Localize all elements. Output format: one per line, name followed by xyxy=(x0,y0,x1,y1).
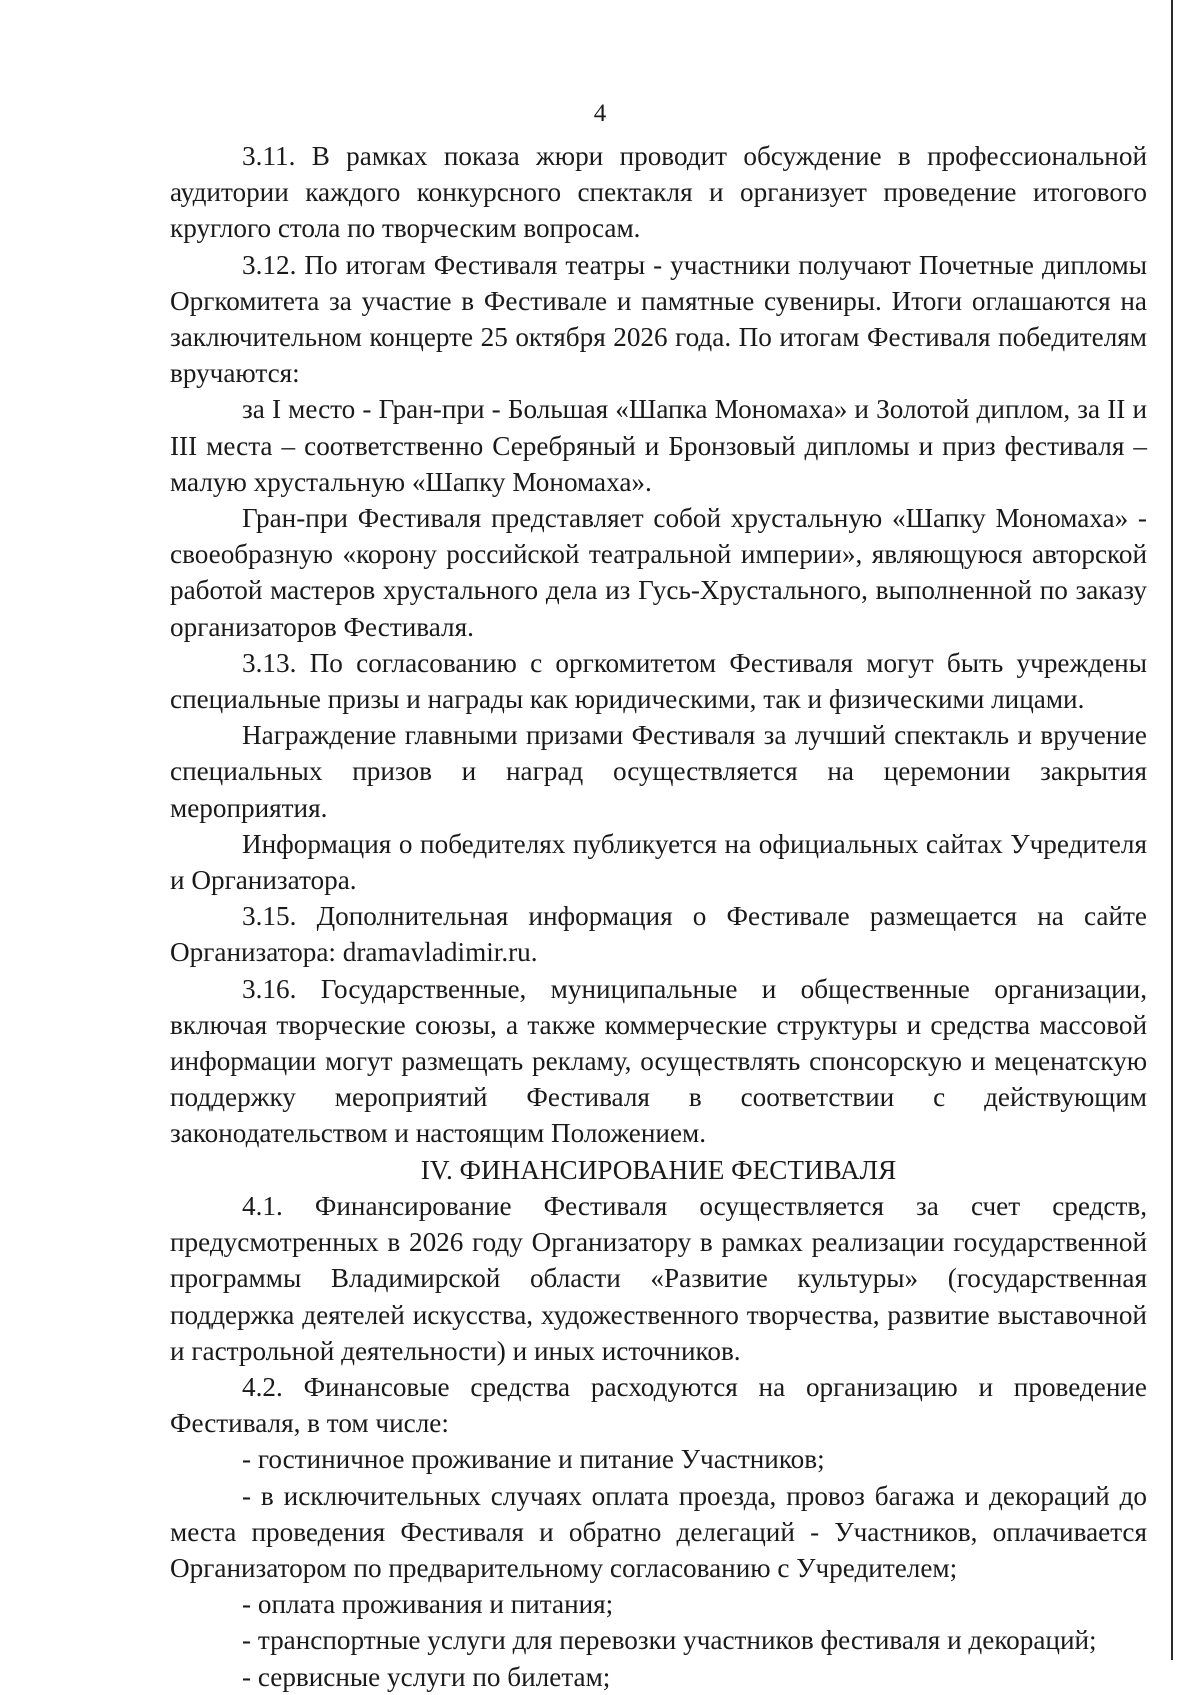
list-item-accommodation: - оплата проживания и питания; xyxy=(242,1589,614,1620)
paragraph-3-12: 3.12. По итогам Фестиваля театры - участники получают Почетные дипломы Оргкомитета за участие в Фестивале и памятные сувениры. Итоги оглашаются на заключительном концерте 25 октября 2026 года. По итогам Фестиваля победителям вручаются: xyxy=(170,249,1147,389)
paragraph-awards-places: за I место - Гран-при - Большая «Шапка Мономаха» и Золотой диплом, за II и III места – соответственно Серебряный и Бронзовый дипломы и приз фестиваля – малую хрустальную «Шапку Мономаха». xyxy=(170,394,1147,497)
paragraph-4-1: 4.1. Финансирование Фестиваля осуществляется за счет средств, предусмотренных в 2026 году Организатору в рамках реализации государственной программы Владимирской области «Развитие культуры» (государственная поддержка деятелей искусства, художественного творчества, развитие выставочной и гастрольной деятельности) и иных источников. xyxy=(170,1190,1147,1366)
list-item-hotel: - гостиничное проживание и питание Участников; xyxy=(242,1444,825,1475)
paragraph-grand-prix: Гран-при Фестиваля представляет собой хрустальную «Шапку Мономаха» - своеобразную «корону российской театральной империи», являющуюся авторской работой мастеров хрустального дела из Гусь-Хрустального, выполненной по заказу организаторов Фестиваля. xyxy=(170,503,1147,642)
paragraph-3-11: 3.11. В рамках показа жюри проводит обсуждение в профессиональной аудитории каждого конкурсного спектакля и организует проведение итогового круглого стола по творческим вопросам. xyxy=(170,141,1147,244)
page-edge-line xyxy=(1171,0,1173,1660)
paragraph-4-2: 4.2. Финансовые средства расходуются на организацию и проведение Фестиваля, в том числе: xyxy=(170,1371,1147,1439)
paragraph-winners-info: Информация о победителях публикуется на официальных сайтах Учредителя и Организатора. xyxy=(170,828,1147,896)
list-item-travel: - в исключительных случаях оплата проезда, провоз багажа и декораций до места проведения Фестиваля и обратно делегаций - Участников, оплачивается Организатором по предварительному согласованию с Учредителем; xyxy=(170,1480,1147,1583)
paragraph-3-13: 3.13. По согласованию с оргкомитетом Фестиваля могут быть учреждены специальные призы и награды как юридическими, так и физическими лицами. xyxy=(170,647,1147,715)
document-body xyxy=(170,138,1147,1695)
section-heading: IV. ФИНАНСИРОВАНИЕ ФЕСТИВАЛЯ xyxy=(420,1154,897,1185)
paragraph-3-15: 3.15. Дополнительная информация о Фестивале размещается на сайте Организатора: dramavladimir.ru. xyxy=(170,901,1147,968)
list-item-tickets: - сервисные услуги по билетам; xyxy=(242,1661,611,1692)
paragraph-awarding: Награждение главными призами Фестиваля за лучший спектакль и вручение специальных призов и наград осуществляется на церемонии закрытия мероприятия. xyxy=(170,720,1147,823)
list-item-transport: - транспортные услуги для перевозки участников фестиваля и декораций; xyxy=(242,1625,1097,1656)
paragraph-3-16: 3.16. Государственные, муниципальные и общественные организации, включая творческие союзы, а также коммерческие структуры и средства массовой информации могут размещать рекламу, осуществлять спонсорскую и меценатскую поддержку мероприятий Фестиваля в соответствии с действующим законодательством и настоящим Положением. xyxy=(170,973,1147,1149)
page-number: 4 xyxy=(593,100,607,127)
